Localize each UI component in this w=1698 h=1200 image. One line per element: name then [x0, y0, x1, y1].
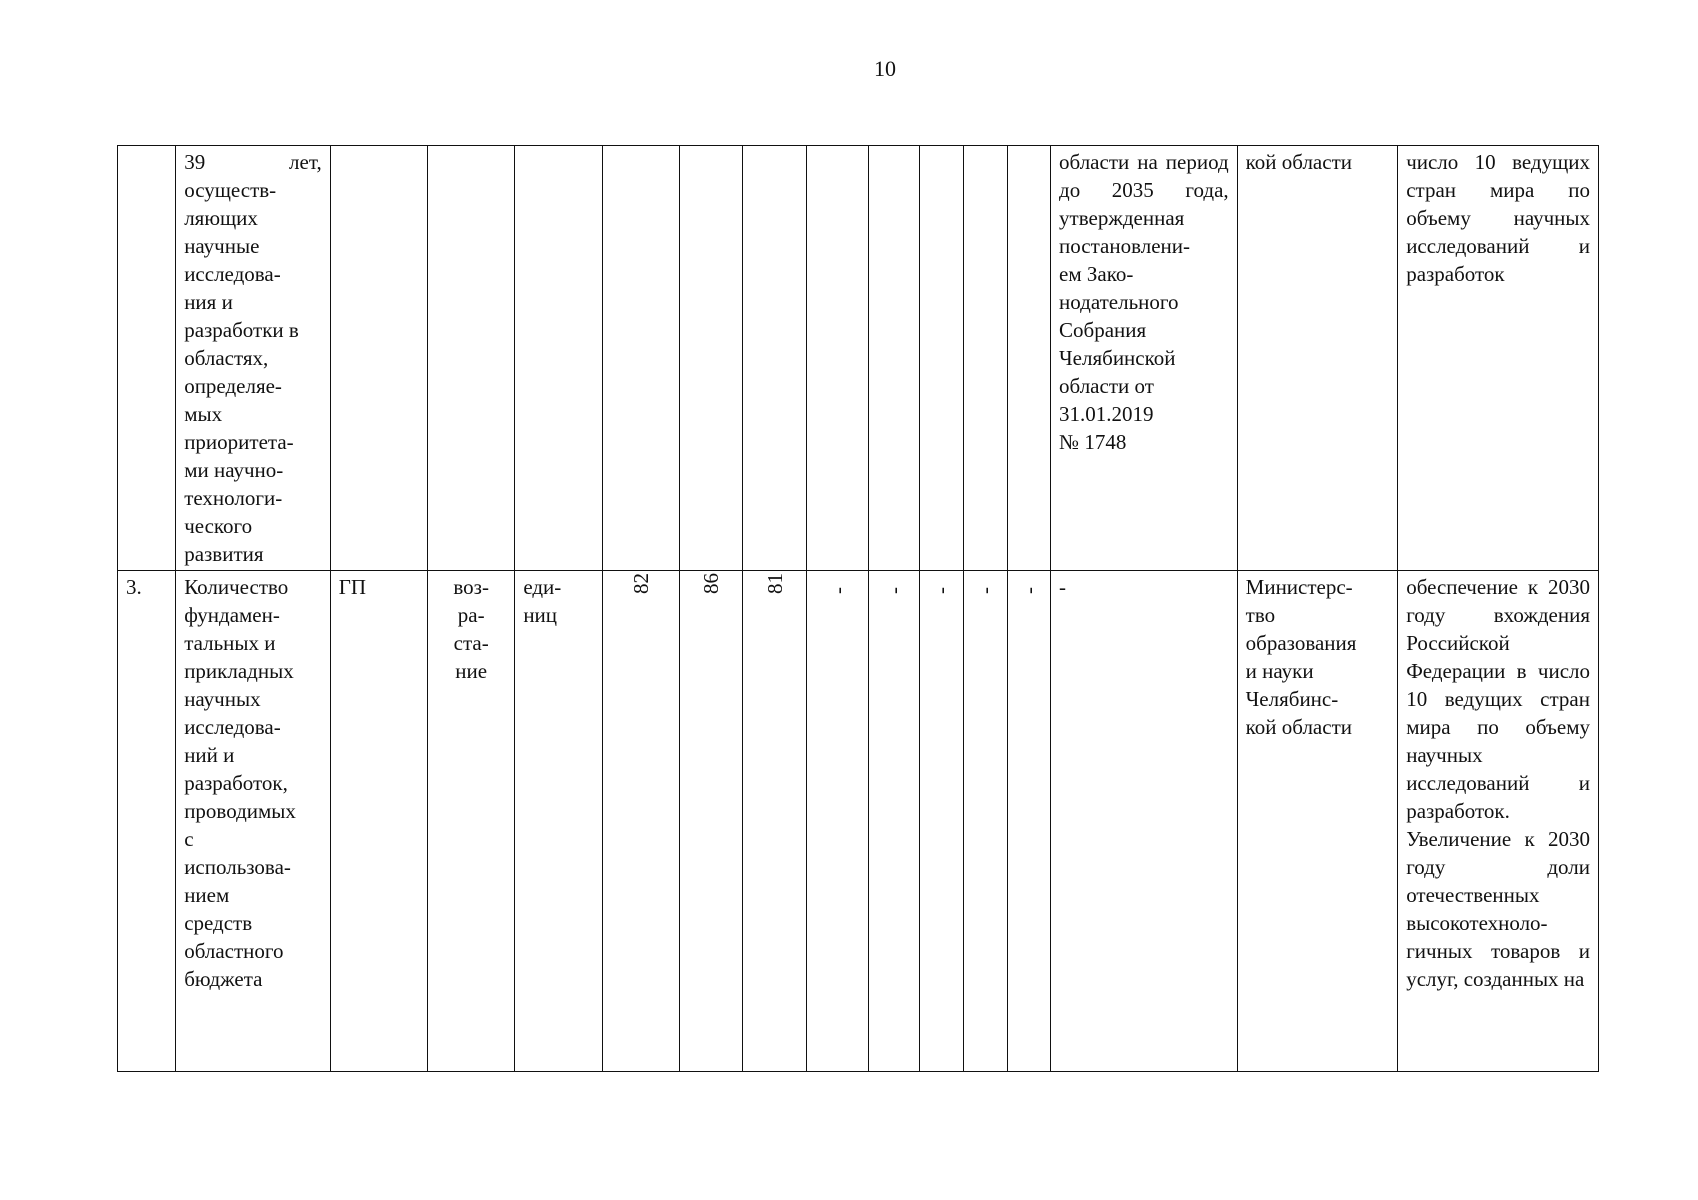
value-text: -: [973, 587, 998, 594]
value-text: 82: [628, 573, 653, 594]
cell-value: [602, 146, 679, 571]
cell-number: 3.: [118, 571, 176, 1072]
cell-national-goal: число 10 ведущих стран мира по объему научных исследований и разработок: [1398, 146, 1599, 571]
cell-indicator-name: Количество фундамен- тальных и прикладных научных исследова- ний и разработок, проводимых с использова- нием средств областного бюджета: [176, 571, 331, 1072]
cell-value: [869, 146, 919, 571]
cell-value: [919, 571, 963, 1072]
cell-value: [869, 571, 919, 1072]
page-number: 10: [874, 56, 896, 81]
cell-strategic-document: -: [1051, 571, 1238, 1072]
cell-value-2019: [602, 571, 679, 1072]
cell-value: [807, 146, 869, 571]
cell-value: [743, 146, 807, 571]
cell-responsible: Министерс- тво образования и науки Челябинс- кой области: [1237, 571, 1398, 1072]
cell-trend: [428, 146, 515, 571]
cell-number: [118, 146, 176, 571]
cell-responsible: кой области: [1237, 146, 1398, 571]
cell-indicator-name: 39 лет, осуществ- ляющих научные исследова- ния и разработки в областях, определяе- мых приоритета- ми научно- технологи- ческого развития: [176, 146, 331, 571]
cell-strategic-document: области на период до 2035 года, утвержденная постановлени- ем Зако- нодательного Собрания Челябинской области от 31.01.2019 № 1748: [1051, 146, 1238, 571]
value-text: -: [1016, 587, 1041, 594]
cell-trend: воз- ра- ста- ние: [428, 571, 515, 1072]
value-text: -: [825, 587, 850, 594]
value-text: 86: [698, 573, 723, 594]
cell-value: [807, 571, 869, 1072]
value-text: -: [929, 587, 954, 594]
cell-national-goal: обеспечение к 2030 году вхождения Российской Федерации в число 10 ведущих стран мира по объему научных исследований и разработок. Увеличение к 2030 году доли отечественных высокотехноло- гичных товаров и услуг, созданных на: [1398, 571, 1599, 1072]
cell-value: [963, 571, 1007, 1072]
cell-source: [330, 146, 427, 571]
cell-value: [1007, 571, 1050, 1072]
cell-source: ГП: [330, 571, 427, 1072]
cell-unit: [515, 146, 602, 571]
cell-unit: еди- ниц: [515, 571, 602, 1072]
cell-value-2020: [679, 571, 742, 1072]
value-text: -: [882, 587, 907, 594]
table-row: [118, 146, 1599, 571]
value-text: 81: [762, 573, 787, 594]
indicators-table: [117, 145, 1599, 1072]
cell-value: [679, 146, 742, 571]
cell-value: [1007, 146, 1050, 571]
cell-value: [963, 146, 1007, 571]
table-row: [118, 571, 1599, 1072]
cell-value: [919, 146, 963, 571]
cell-value-2021: [743, 571, 807, 1072]
